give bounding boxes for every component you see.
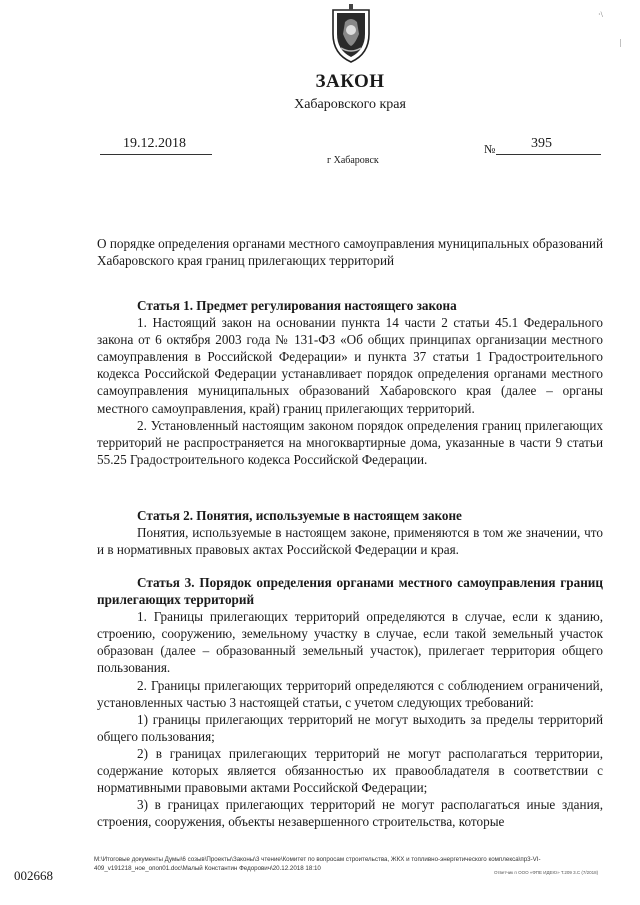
city: г Хабаровск	[327, 155, 379, 166]
file-path: М:\Итоговые документы Думы\6 созыв\Проекты\Законы\3 чтение\Комитет по вопросам строительства, ЖКХ и топливно-энергетического комплекса\пр3-VI-409_v191218_ное_опоп01.doc\Малый Константин Федорович\20.12.2018 18:10	[94, 856, 541, 872]
paragraph: 2. Границы прилегающих территорий определяются с соблюдением ограничений, установленных частью 3 настоящей статьи, с учетом следующих требований:	[97, 677, 603, 710]
list-item: 2) в границах прилегающих территорий не могут располагаться территории, содержание которых является обязанностью их правообладателя в соответствии с нормативными правовыми актами Российской Федерации;	[97, 745, 603, 796]
law-title: ЗАКОН	[315, 71, 385, 92]
law-date: 19.12.2018	[123, 136, 186, 151]
article-heading: Статья 1. Предмет регулирования настоящего закона	[137, 298, 457, 313]
list-item: 3) в границах прилегающих территорий не могут располагаться иные здания, строения, сооружения, объекты незавершенного строительства, которые	[97, 797, 603, 830]
list-item: 1) границы прилегающих территорий не могут выходить за пределы территорий общего пользования;	[97, 711, 603, 744]
printer-note: Ответчик п ООО «ФПЕ ИДЕЮ» Т.209 3.С (7/2018)	[494, 870, 599, 875]
paragraph: 1. Границы прилегающих территорий определяются в случае, если к зданию, строению, сооружению, земельному участку в случае, если такой земельный участок образован (далее – образованный земельный участок), прилегает территория общего пользования.	[97, 609, 603, 676]
paragraph: Понятия, используемые в настоящем законе, применяются в том же значении, что и в нормативных правовых актах Российской Федерации и края.	[97, 525, 603, 558]
paragraph: 2. Установленный настоящим законом порядок определения границ прилегающих территорий не распространяется на многоквартирные дома, указанные в части 9 статьи 55.25 Градостроительного кодекса Российской Федерации.	[97, 417, 603, 467]
number-underline	[496, 154, 601, 155]
article-1	[97, 297, 603, 468]
article-heading: Статья 3. Порядок определения органами местного самоуправления границ прилегающих территорий	[97, 575, 603, 608]
document-number: 002668	[14, 868, 53, 883]
subject-text: О порядке определения органами местного самоуправления муниципальных образований Хабаровского края границ прилегающих территорий	[97, 236, 603, 269]
coat-of-arms-icon	[327, 4, 375, 66]
article-2	[97, 507, 603, 558]
law-region: Хабаровского края	[294, 97, 406, 112]
law-number: 395	[531, 136, 552, 151]
law-subject	[97, 235, 603, 269]
article-heading: Статья 2. Понятия, используемые в настоящем законе	[137, 508, 462, 523]
scan-mark: |	[620, 38, 622, 47]
scan-mark: ·\	[598, 10, 603, 19]
number-label: №	[484, 142, 496, 156]
paragraph: 1. Настоящий закон на основании пункта 14 части 2 статьи 45.1 Федерального закона от 6 октября 2003 года № 131-ФЗ «Об общих принципах организации местного самоуправления в Российской Федерации» и пункта 37 статьи 1 Градостроительного кодекса Российской Федерации устанавливает порядок определения органами местного самоуправления муниципальных образований Хабаровского края (далее – органы местного самоуправления, край) границ прилегающих территорий.	[97, 315, 603, 416]
date-underline	[100, 154, 212, 155]
article-3	[97, 574, 603, 830]
